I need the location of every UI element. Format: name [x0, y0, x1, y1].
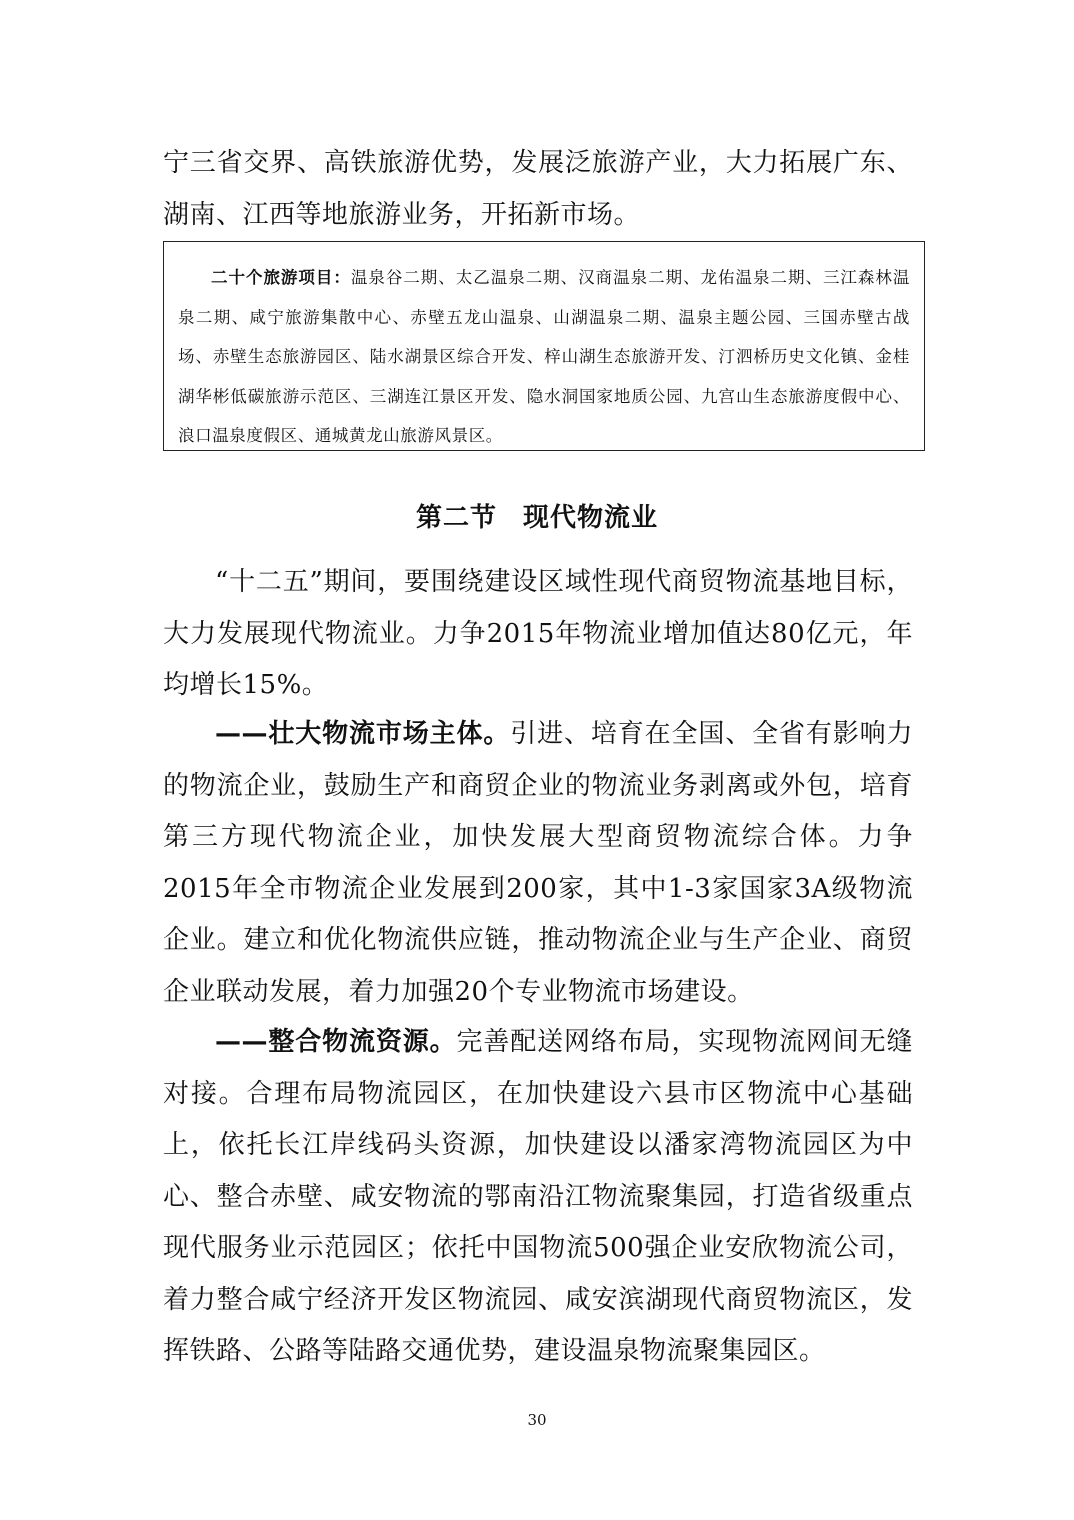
tourism-projects-label: 二十个旅游项目： — [211, 268, 351, 287]
item-paragraph-resources — [163, 1017, 913, 1378]
page-number: 30 — [527, 1411, 547, 1429]
intro-paragraph: “十二五”期间，要围绕建设区域性现代商贸物流基地目标，大力发展现代物流业。力争2015年物流业增加值达80亿元，年均增长15%。 — [163, 567, 913, 700]
item-text-market: 引进、培育在全国、全省有影响力的物流企业，鼓励生产和商贸企业的物流业务剥离或外包，培育第三方现代物流企业，加快发展大型商贸物流综合体。力争2015年全市物流企业发展到200家，其中1-3家国家3A级物流企业。建立和优化物流供应链，推动物流企业与生产企业、商贸企业联动发展，着力加强20个专业物流市场建设。 — [163, 719, 913, 1007]
tourism-projects-box — [163, 241, 925, 451]
tourism-projects-text — [178, 258, 910, 456]
section-heading — [0, 497, 1074, 534]
item-lead-market: ——壮大物流市场主体。 — [215, 719, 511, 749]
tourism-projects-list: 温泉谷二期、太乙温泉二期、汉商温泉二期、龙佑温泉二期、三江森林温泉二期、咸宁旅游集散中心、赤壁五龙山温泉、山湖温泉二期、温泉主题公园、三国赤壁古战场、赤壁生态旅游园区、陆水湖景区综合开发、梓山湖生态旅游开发、汀泗桥历史文化镇、金桂湖华彬低碳旅游示范区、三湖连江景区开发、隐水洞国家地质公园、九宫山生态旅游度假中心、浪口温泉度假区、通城黄龙山旅游风景区。 — [178, 268, 910, 445]
item-text-resources: 完善配送网络布局，实现物流网间无缝对接。合理布局物流园区，在加快建设六县市区物流中心基础上，依托长江岸线码头资源，加快建设以潘家湾物流园区为中心、整合赤壁、咸安物流的鄂南沿江物流聚集园，打造省级重点现代服务业示范园区；依托中国物流500强企业安欣物流公司，着力整合咸宁经济开发区物流园、咸安滨湖现代商贸物流区，发挥铁路、公路等陆路交通优势，建设温泉物流聚集园区。 — [163, 1027, 913, 1366]
item-lead-resources: ——整合物流资源。 — [215, 1027, 457, 1057]
item-paragraph-market — [163, 709, 913, 1018]
section-number: 第二节 — [415, 503, 497, 533]
section-title: 现代物流业 — [523, 503, 659, 533]
continuation-paragraph: 宁三省交界、高铁旅游优势，发展泛旅游产业，大力拓展广东、湖南、江西等地旅游业务，开拓新市场。 — [163, 148, 913, 230]
